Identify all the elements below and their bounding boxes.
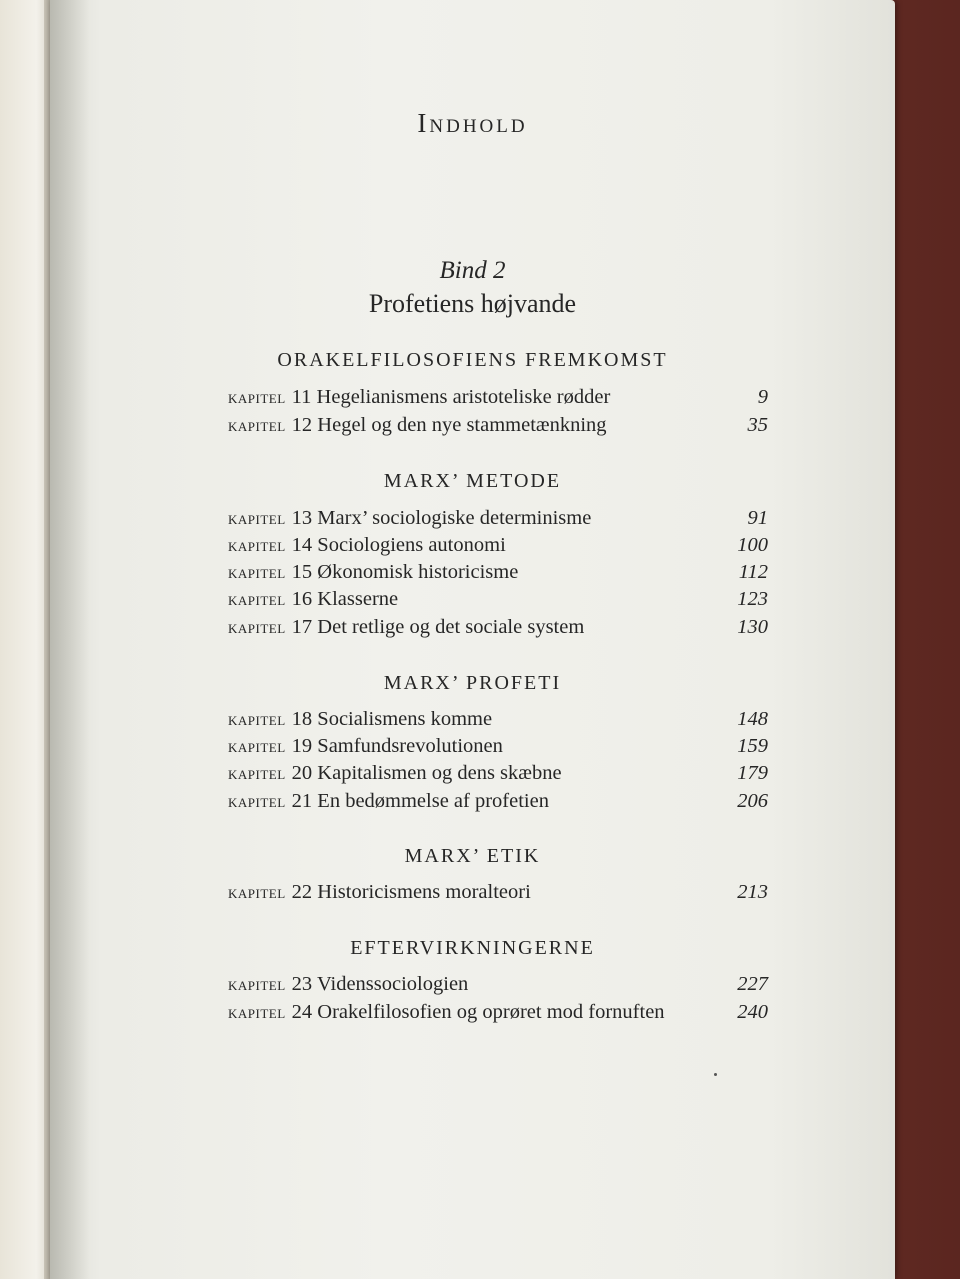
chapter-number: 12 — [291, 414, 313, 436]
section-heading: MARX’ ETIK — [404, 845, 541, 867]
volume-title: Profetiens højvande — [368, 289, 577, 318]
toc-entry — [228, 534, 768, 560]
chapter-prefix: KAPITEL — [228, 593, 286, 608]
chapter-prefix: KAPITEL — [228, 419, 286, 434]
chapter-title: Økonomisk historicisme — [317, 561, 519, 583]
page-number: 240 — [737, 1001, 768, 1023]
chapter-prefix: KAPITEL — [228, 621, 286, 636]
chapter-prefix: KAPITEL — [228, 886, 286, 901]
toc-entry — [228, 386, 768, 412]
chapter-number: 15 — [291, 561, 313, 583]
chapter-title: Socialismens komme — [317, 708, 493, 730]
chapter-number: 14 — [291, 534, 313, 556]
toc-entry — [228, 762, 768, 788]
page-number: 148 — [737, 708, 768, 730]
chapter-prefix: KAPITEL — [228, 767, 286, 782]
page-number: 35 — [747, 414, 768, 436]
toc-entry — [228, 561, 768, 587]
section-heading: ORAKELFILOSOFIENS FREMKOMST — [277, 349, 668, 371]
page-number: 100 — [737, 534, 768, 556]
section-heading: MARX’ METODE — [383, 470, 562, 492]
chapter-number: 18 — [291, 708, 313, 730]
page-number: 213 — [737, 881, 768, 903]
chapter-prefix: KAPITEL — [228, 740, 286, 755]
page-number: 123 — [737, 588, 768, 610]
page-number: 227 — [737, 973, 768, 995]
section-heading: MARX’ PROFETI — [383, 672, 562, 694]
chapter-title: Orakelfilosofien og oprøret mod fornuften — [317, 1001, 665, 1023]
chapter-title: En bedømmelse af profetien — [317, 790, 549, 812]
toc-entry — [228, 708, 768, 734]
chapter-prefix: KAPITEL — [228, 978, 286, 993]
toc-entry — [228, 790, 768, 816]
page-number: 91 — [747, 507, 768, 529]
chapter-prefix: KAPITEL — [228, 795, 286, 810]
page-number: 159 — [737, 735, 768, 757]
chapter-number: 24 — [291, 1001, 313, 1023]
ink-speck — [714, 1073, 717, 1076]
table-of-contents — [50, 0, 895, 1279]
chapter-prefix: KAPITEL — [228, 512, 286, 527]
chapter-number: 21 — [291, 790, 313, 812]
chapter-number: 17 — [291, 616, 313, 638]
toc-entry — [228, 735, 768, 761]
chapter-prefix: KAPITEL — [228, 1006, 286, 1021]
chapter-prefix: KAPITEL — [228, 713, 286, 728]
chapter-prefix: KAPITEL — [228, 539, 286, 554]
page-number: 9 — [757, 386, 768, 408]
chapter-title: Samfundsrevolutionen — [317, 735, 503, 757]
chapter-number: 23 — [291, 973, 313, 995]
chapter-title: Marx’ sociologiske determinisme — [317, 507, 592, 529]
chapter-title: Kapitalismen og dens skæbne — [317, 762, 562, 784]
chapter-title: Historicismens moralteori — [317, 881, 531, 903]
chapter-title: Sociologiens autonomi — [317, 534, 506, 556]
toc-entry — [228, 973, 768, 999]
section-heading: EFTERVIRKNINGERNE — [350, 937, 595, 959]
chapter-title: Det retlige og det sociale system — [317, 616, 585, 638]
page-title: Indhold — [417, 108, 528, 138]
chapter-number: 19 — [291, 735, 313, 757]
chapter-title: Hegelianismens aristoteliske rødder — [316, 386, 611, 408]
page-number: 112 — [738, 561, 768, 583]
chapter-title: Videnssociologien — [316, 973, 469, 995]
chapter-title: Hegel og den nye stammetænkning — [317, 414, 607, 436]
chapter-number: 20 — [291, 762, 313, 784]
toc-entry — [228, 616, 768, 642]
toc-entry — [228, 588, 768, 614]
toc-entry — [228, 414, 768, 440]
toc-entry — [228, 507, 768, 533]
chapter-number: 16 — [291, 588, 313, 610]
page-number: 130 — [737, 616, 768, 638]
chapter-prefix: KAPITEL — [228, 391, 286, 406]
chapter-title: Klasserne — [317, 588, 399, 610]
toc-entry — [228, 881, 768, 907]
chapter-number: 11 — [291, 386, 312, 408]
chapter-number: 22 — [291, 881, 313, 903]
toc-entry — [228, 1001, 768, 1027]
page-number: 179 — [737, 762, 768, 784]
book-page — [50, 0, 895, 1279]
page-number: 206 — [737, 790, 768, 812]
volume-label: Bind 2 — [439, 257, 506, 284]
chapter-number: 13 — [291, 507, 313, 529]
chapter-prefix: KAPITEL — [228, 566, 286, 581]
